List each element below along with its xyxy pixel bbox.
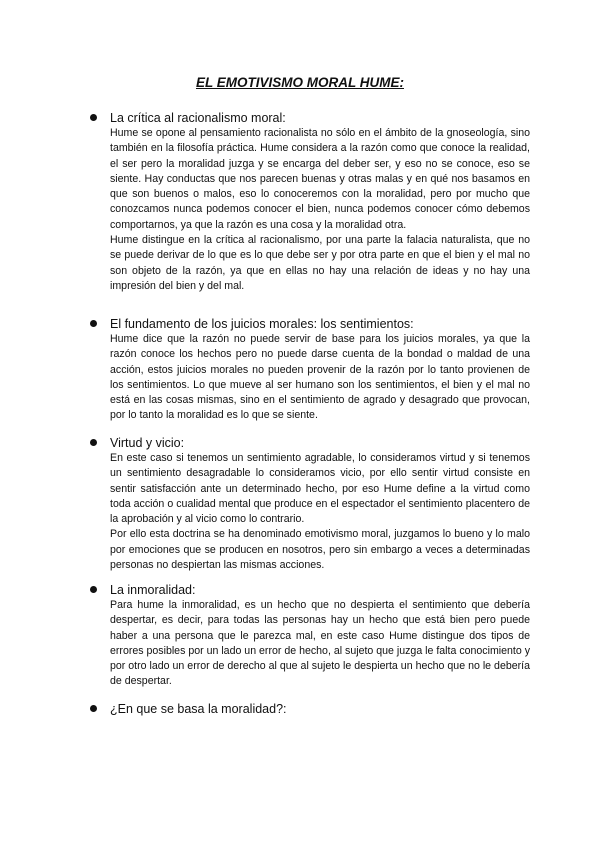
section-critica [90, 110, 530, 294]
section-heading [90, 110, 530, 126]
section-heading-text: Virtud y vicio: [110, 436, 185, 450]
section-heading [90, 435, 530, 451]
section-inmoralidad [90, 582, 530, 690]
section-fundamento [90, 316, 530, 424]
bullet-icon [90, 705, 97, 712]
section-heading [90, 316, 530, 332]
page-title: EL EMOTIVISMO MORAL HUME: [195, 75, 404, 90]
bullet-icon [90, 586, 97, 593]
section-heading [90, 701, 530, 717]
paragraph: Por ello esta doctrina se ha denominado emotivismo moral, juzgamos lo bueno y lo malo por emociones que se producen en nosotros, pero sin embargo a veces a determinadas personas no despiertan las mismas acciones. [110, 528, 530, 572]
bullet-icon [90, 439, 97, 446]
section-heading [90, 582, 530, 598]
bullet-icon [90, 320, 97, 327]
section-heading-text: La inmoralidad: [110, 583, 196, 597]
paragraph: Hume dice que la razón no puede servir de base para los juicios morales, ya que la razón conoce los hechos pero no puede darse cuenta de la bondad o maldad de una acción, estos juicios morales no pueden provenir de la razón por lo tanto provienen de los sentimientos. Lo que mueve al ser humano son los sentimientos, el bien y el mal no está en las cosas mismas, sino en el sentimiento de agrado y desagrado que provocan, por lo tanto la moralidad es lo que se siente. [110, 333, 530, 422]
paragraph: Hume distingue en la crítica al racionalismo, por una parte la falacia naturalista, que no se puede derivar de lo que es lo que debe ser y por otra parte en que el bien y el mal no son objeto de la razón, ya que en ellas no hay una relación de ideas y no hay una impresión del bien y del mal. [110, 234, 530, 292]
section-heading-text: El fundamento de los juicios morales: los sentimientos: [110, 317, 414, 331]
section-heading-text: ¿En que se basa la moralidad?: [110, 702, 287, 716]
section-virtud [90, 435, 530, 573]
section-moralidad [90, 701, 530, 717]
paragraph: Hume se opone al pensamiento racionalista no sólo en el ámbito de la gnoseología, sino también en la filosofía práctica. Hume considera a la razón como que conoce la realidad, el ser pero la moralidad juzga y se encarga del deber ser, y eso no se conoce, eso se siente. Hay conductas que nos parecen buenas y otras malas y en qué nos basamos en que son buenos o malos, eso lo conoceremos con la moralidad, pero por mucho que conozcamos nunca podemos conocer el bien, nunca podemos conocer cómo debemos comportarnos, ya que la razón es una cosa y la moralidad otra. [110, 127, 530, 231]
paragraph: Para hume la inmoralidad, es un hecho que no despierta el sentimiento que debería despertar, es decir, para todas las personas hay un hecho que está bien pero puede haber a una persona que le parezca mal, en este caso Hume distingue dos tipos de errores posibles por un lado un error de hecho, al sujeto que juzga le falta conocimiento y por otro lado un error de derecho al que al sujeto le despierta un hecho que no le debería de despertar. [110, 599, 530, 688]
bullet-icon [90, 114, 97, 121]
section-heading-text: La crítica al racionalismo moral: [110, 111, 286, 125]
paragraph: En este caso si tenemos un sentimiento agradable, lo consideramos virtud y si tenemos un sentimiento desagradable lo consideramos vicio, por ello sentir virtud consiste en sentir satisfacción ante un determinado hecho, por eso Hume define a la virtud como toda acción o cualidad mental que produce en el espectador el sentimiento placentero de la aprobación y al vicio como lo contrario. [110, 452, 530, 526]
